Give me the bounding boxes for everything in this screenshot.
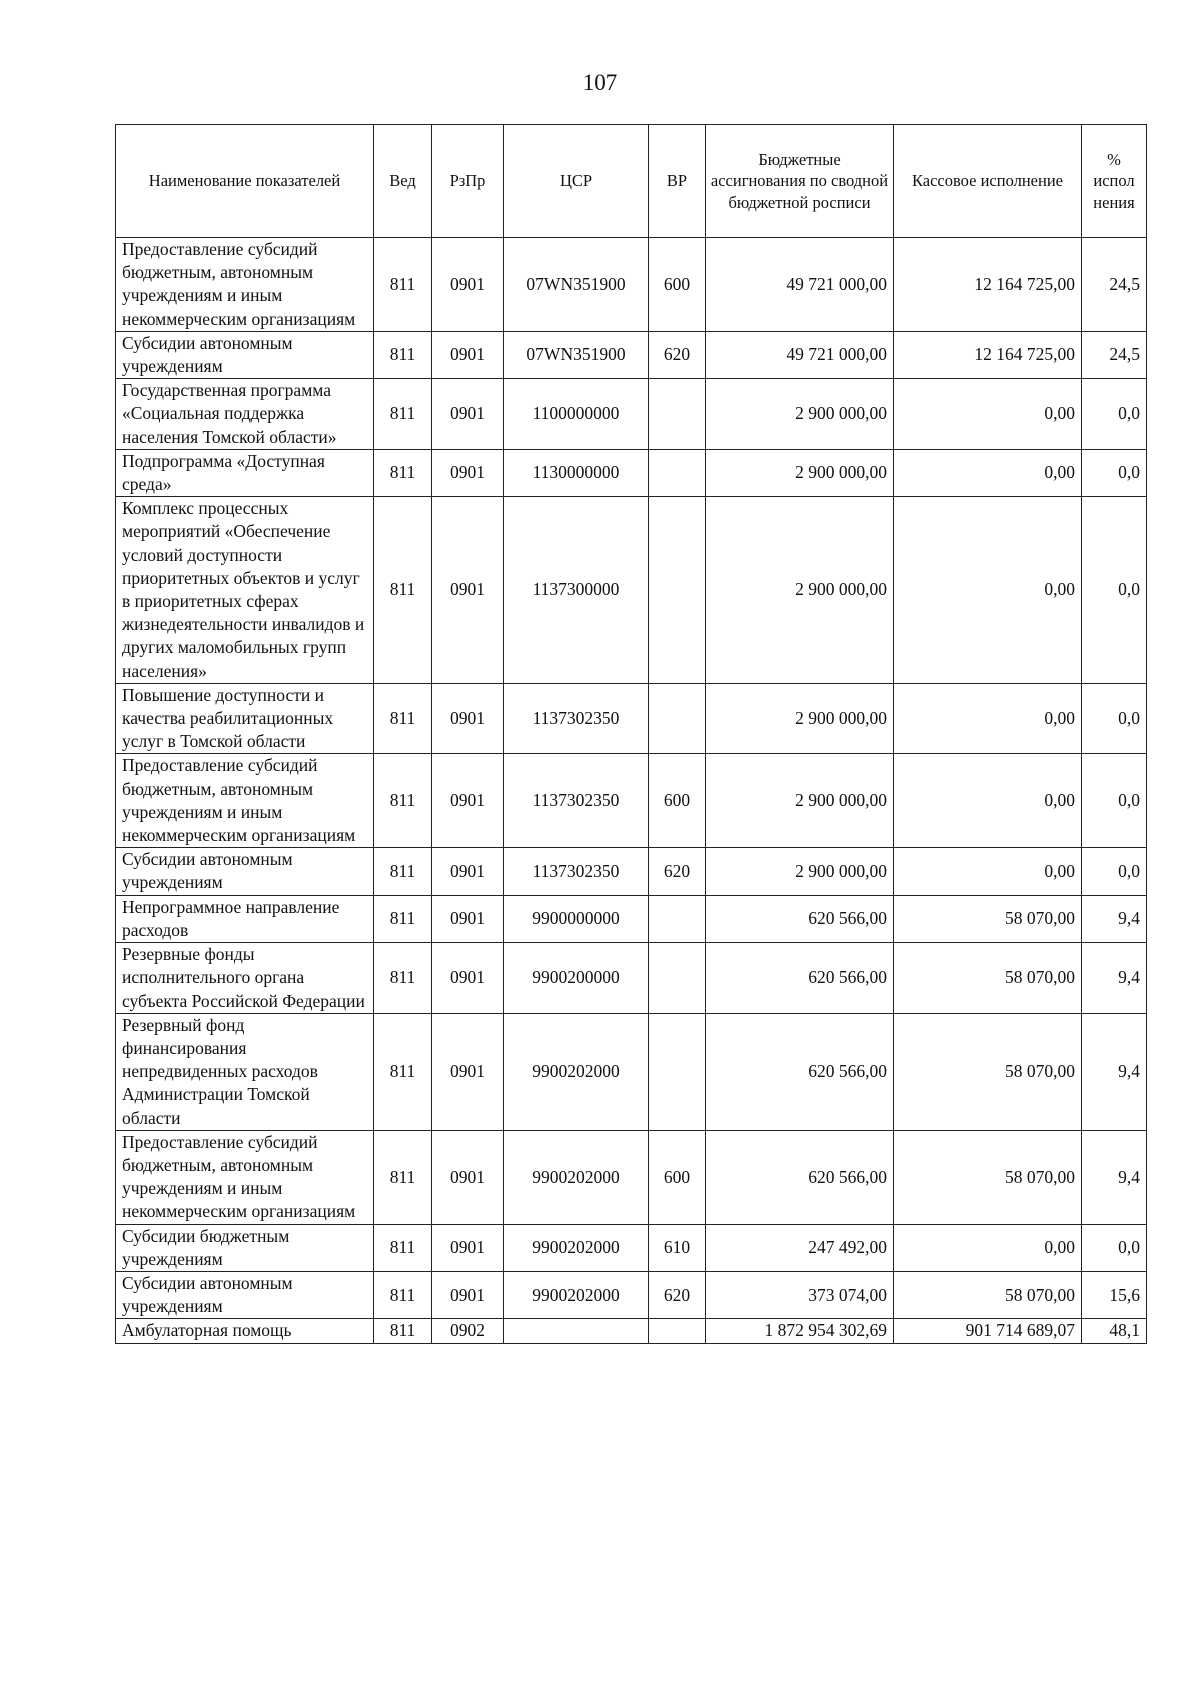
table-row [116,497,1147,684]
table-row [116,1224,1147,1271]
cell-csr: 1137302350 [504,754,649,848]
cell-rzpr: 0901 [432,1224,504,1271]
header-budget: Бюджетные ассигнования по сводной бюджетной росписи [706,125,894,238]
cell-rzpr: 0901 [432,754,504,848]
cell-pct: 9,4 [1082,943,1147,1014]
cell-cash: 12 164 725,00 [894,238,1082,332]
cell-csr: 9900202000 [504,1013,649,1130]
header-ved: Вед [374,125,432,238]
cell-ved: 811 [374,895,432,942]
table-row [116,943,1147,1014]
cell-name: Резервный фонд финансирования непредвиденных расходов Администрации Томской области [116,1013,374,1130]
cell-name: Резервные фонды исполнительного органа субъекта Российской Федерации [116,943,374,1014]
cell-cash: 58 070,00 [894,895,1082,942]
table-row [116,683,1147,754]
cell-ved: 811 [374,1013,432,1130]
cell-pct: 9,4 [1082,1013,1147,1130]
cell-csr: 9900202000 [504,1130,649,1224]
table-row [116,1013,1147,1130]
cell-vr [649,1013,706,1130]
cell-csr: 9900000000 [504,895,649,942]
cell-cash: 0,00 [894,683,1082,754]
cell-pct: 0,0 [1082,1224,1147,1271]
cell-budget: 620 566,00 [706,1013,894,1130]
cell-csr: 07WN351900 [504,331,649,378]
cell-rzpr: 0901 [432,683,504,754]
cell-ved: 811 [374,379,432,450]
cell-ved: 811 [374,1319,432,1343]
table-row [116,379,1147,450]
cell-rzpr: 0901 [432,1271,504,1318]
cell-ved: 811 [374,754,432,848]
cell-name: Комплекс процессных мероприятий «Обеспечение условий доступности приоритетных объектов и услуг в приоритетных сферах жизнедеятельности инвалидов и других маломобильных групп населения» [116,497,374,684]
cell-pct: 15,6 [1082,1271,1147,1318]
cell-budget: 2 900 000,00 [706,379,894,450]
cell-csr: 07WN351900 [504,238,649,332]
cell-cash: 58 070,00 [894,1130,1082,1224]
cell-budget: 2 900 000,00 [706,754,894,848]
cell-cash: 901 714 689,07 [894,1319,1082,1343]
cell-rzpr: 0901 [432,943,504,1014]
cell-cash: 0,00 [894,754,1082,848]
cell-pct: 24,5 [1082,238,1147,332]
cell-vr [649,379,706,450]
cell-vr: 620 [649,1271,706,1318]
cell-cash: 0,00 [894,379,1082,450]
cell-ved: 811 [374,238,432,332]
cell-budget: 247 492,00 [706,1224,894,1271]
cell-name: Предоставление субсидий бюджетным, автономным учреждениям и иным некоммерческим организациям [116,238,374,332]
cell-ved: 811 [374,331,432,378]
table-row [116,1319,1147,1343]
header-name: Наименование показателей [116,125,374,238]
cell-csr: 9900202000 [504,1271,649,1318]
cell-csr: 1100000000 [504,379,649,450]
header-rzpr: РзПр [432,125,504,238]
cell-vr: 600 [649,754,706,848]
cell-ved: 811 [374,1130,432,1224]
cell-rzpr: 0901 [432,848,504,895]
cell-name: Государственная программа «Социальная поддержка населения Томской области» [116,379,374,450]
cell-vr [649,895,706,942]
cell-cash: 58 070,00 [894,943,1082,1014]
cell-ved: 811 [374,848,432,895]
cell-vr [649,449,706,496]
cell-rzpr: 0901 [432,895,504,942]
cell-pct: 48,1 [1082,1319,1147,1343]
cell-budget: 49 721 000,00 [706,331,894,378]
cell-cash: 0,00 [894,1224,1082,1271]
cell-name: Субсидии бюджетным учреждениям [116,1224,374,1271]
header-vr: ВР [649,125,706,238]
cell-rzpr: 0901 [432,379,504,450]
cell-vr [649,1319,706,1343]
cell-vr: 620 [649,331,706,378]
cell-budget: 2 900 000,00 [706,683,894,754]
cell-budget: 373 074,00 [706,1271,894,1318]
table-body [116,238,1147,1344]
cell-pct: 9,4 [1082,895,1147,942]
cell-ved: 811 [374,497,432,684]
cell-name: Амбулаторная помощь [116,1319,374,1343]
cell-cash: 0,00 [894,848,1082,895]
cell-pct: 0,0 [1082,754,1147,848]
cell-name: Непрограммное направление расходов [116,895,374,942]
cell-budget: 2 900 000,00 [706,497,894,684]
cell-name: Предоставление субсидий бюджетным, автономным учреждениям и иным некоммерческим организациям [116,754,374,848]
cell-name: Субсидии автономным учреждениям [116,848,374,895]
cell-name: Субсидии автономным учреждениям [116,331,374,378]
page-number: 107 [582,70,618,95]
cell-name: Предоставление субсидий бюджетным, автономным учреждениям и иным некоммерческим организациям [116,1130,374,1224]
cell-ved: 811 [374,449,432,496]
cell-cash: 58 070,00 [894,1271,1082,1318]
table-row [116,895,1147,942]
cell-rzpr: 0901 [432,1130,504,1224]
cell-budget: 2 900 000,00 [706,449,894,496]
cell-rzpr: 0901 [432,449,504,496]
table-header-row [116,125,1147,238]
cell-ved: 811 [374,1224,432,1271]
cell-budget: 1 872 954 302,69 [706,1319,894,1343]
cell-budget: 620 566,00 [706,1130,894,1224]
cell-budget: 620 566,00 [706,895,894,942]
cell-vr: 600 [649,238,706,332]
cell-csr: 1137300000 [504,497,649,684]
cell-csr: 9900202000 [504,1224,649,1271]
cell-csr: 9900200000 [504,943,649,1014]
cell-csr: 1137302350 [504,683,649,754]
table-row [116,848,1147,895]
cell-pct: 0,0 [1082,379,1147,450]
cell-name: Подпрограмма «Доступная среда» [116,449,374,496]
table-row [116,449,1147,496]
cell-ved: 811 [374,943,432,1014]
cell-pct: 9,4 [1082,1130,1147,1224]
budget-table [115,124,1147,1344]
cell-pct: 0,0 [1082,683,1147,754]
cell-pct: 0,0 [1082,449,1147,496]
cell-csr: 1137302350 [504,848,649,895]
cell-rzpr: 0901 [432,331,504,378]
cell-vr [649,497,706,684]
cell-csr: 1130000000 [504,449,649,496]
cell-rzpr: 0901 [432,497,504,684]
cell-cash: 0,00 [894,497,1082,684]
table-row [116,238,1147,332]
cell-pct: 0,0 [1082,497,1147,684]
cell-rzpr: 0902 [432,1319,504,1343]
cell-rzpr: 0901 [432,1013,504,1130]
cell-rzpr: 0901 [432,238,504,332]
cell-name: Субсидии автономным учреждениям [116,1271,374,1318]
cell-vr: 600 [649,1130,706,1224]
cell-vr: 610 [649,1224,706,1271]
table-row [116,1130,1147,1224]
cell-vr [649,943,706,1014]
table-row [116,1271,1147,1318]
cell-cash: 58 070,00 [894,1013,1082,1130]
cell-budget: 620 566,00 [706,943,894,1014]
cell-vr [649,683,706,754]
cell-ved: 811 [374,683,432,754]
cell-name: Повышение доступности и качества реабилитационных услуг в Томской области [116,683,374,754]
header-cash: Кассовое исполнение [894,125,1082,238]
cell-pct: 24,5 [1082,331,1147,378]
cell-vr: 620 [649,848,706,895]
cell-budget: 2 900 000,00 [706,848,894,895]
table-row [116,331,1147,378]
cell-budget: 49 721 000,00 [706,238,894,332]
cell-csr [504,1319,649,1343]
cell-pct: 0,0 [1082,848,1147,895]
cell-cash: 0,00 [894,449,1082,496]
cell-ved: 811 [374,1271,432,1318]
cell-cash: 12 164 725,00 [894,331,1082,378]
table-row [116,754,1147,848]
header-pct: % испол нения [1082,125,1147,238]
header-csr: ЦСР [504,125,649,238]
